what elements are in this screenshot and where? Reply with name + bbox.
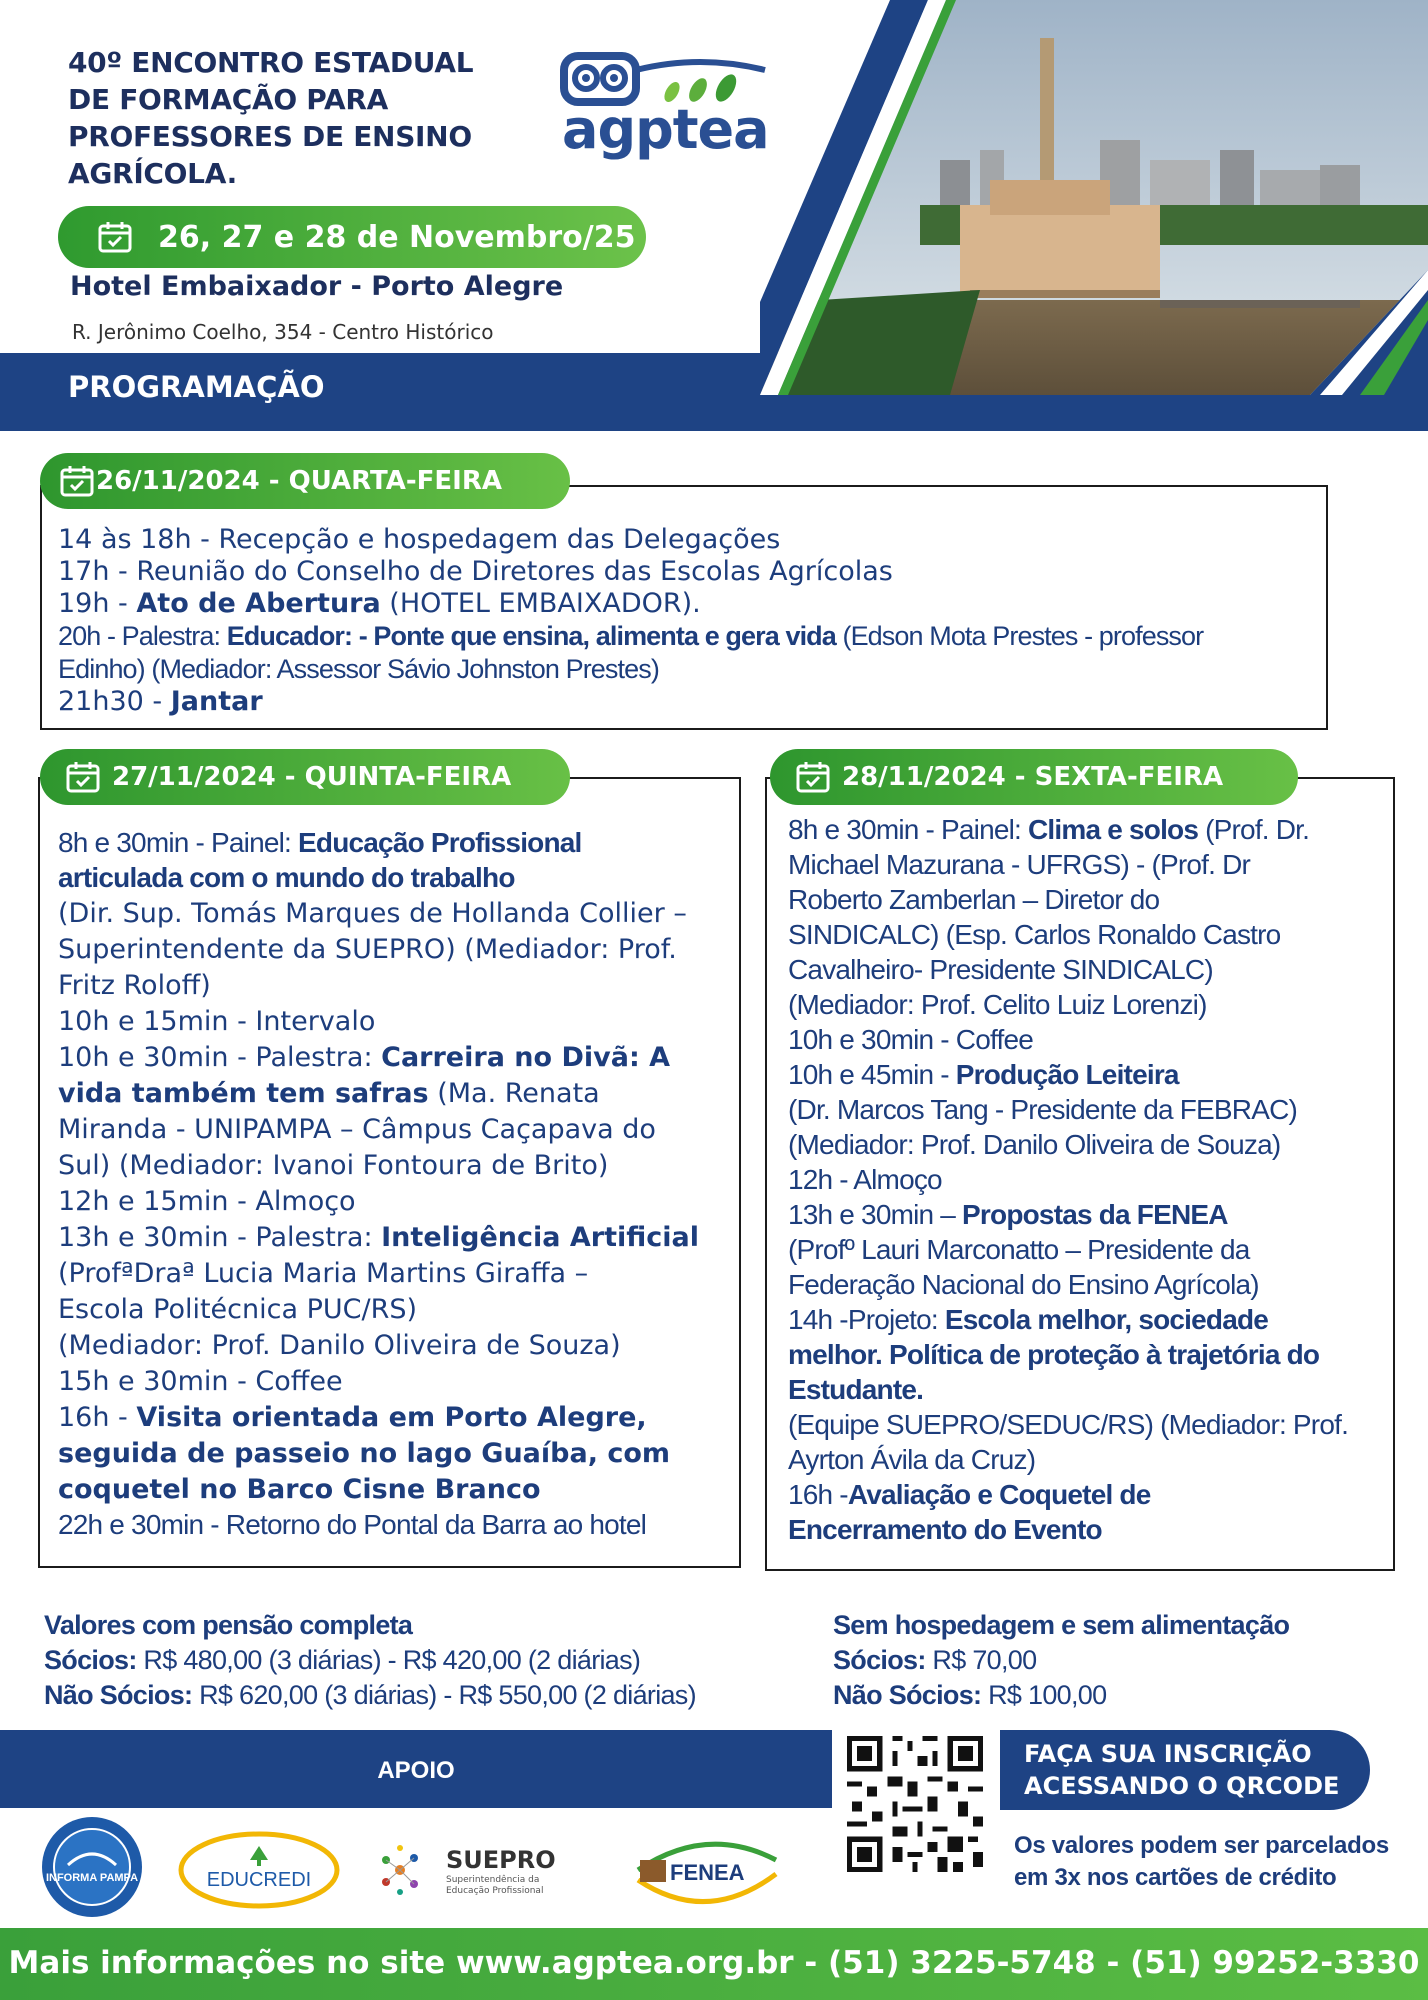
educredi-text: EDUCREDI xyxy=(206,1869,312,1891)
schedule-line: seguida de passeio no lago Guaíba, com xyxy=(58,1438,671,1469)
schedule-line: melhor. Política de proteção à trajetória do xyxy=(788,1339,1320,1370)
schedule-line: 10h e 45min - Produção Leiteira xyxy=(788,1059,1179,1090)
schedule-line: Ayrton Ávila da Cruz) xyxy=(788,1444,1036,1475)
schedule-line: 8h e 30min - Painel: Clima e solos (Prof. Dr. xyxy=(788,814,1310,845)
educredi-logo xyxy=(178,1830,340,1910)
schedule-line: 17h - Reunião do Conselho de Diretores das Escolas Agrícolas xyxy=(58,556,893,587)
day3-label: 28/11/2024 - SEXTA-FEIRA xyxy=(842,762,1224,792)
calendar-icon xyxy=(60,465,94,497)
day1-tab xyxy=(40,453,570,509)
prices-no-lodging xyxy=(833,1608,1289,1713)
prices-full-board xyxy=(44,1608,696,1713)
qr-code[interactable] xyxy=(842,1730,988,1878)
day3-tab xyxy=(770,749,1298,805)
schedule-line: Cavalheiro- Presidente SINDICALC) xyxy=(788,954,1213,985)
prices-full-title: Valores com pensão completa xyxy=(44,1610,413,1640)
day1-schedule xyxy=(58,524,1203,718)
day2-tab xyxy=(40,749,570,805)
schedule-line: Michael Mazurana - UFRGS) - (Prof. Dr xyxy=(788,849,1251,880)
day2-label: 27/11/2024 - QUINTA-FEIRA xyxy=(112,762,512,792)
event-venue: Hotel Embaixador - Porto Alegre xyxy=(70,271,564,302)
day2-schedule xyxy=(58,825,699,1542)
event-address: R. Jerônimo Coelho, 354 - Centro Histórico xyxy=(72,320,494,344)
schedule-line: 12h - Almoço xyxy=(788,1164,942,1195)
schedule-line: 10h e 30min - Palestra: Carreira no Divã: A xyxy=(58,1042,671,1073)
calendar-icon xyxy=(98,221,132,253)
event-dates: 26, 27 e 28 de Novembro/25 xyxy=(158,219,636,255)
schedule-line: Sul) (Mediador: Ivanoi Fontoura de Brito) xyxy=(58,1150,609,1181)
schedule-line: 16h - Visita orientada em Porto Alegre, xyxy=(58,1402,647,1433)
schedule-line: (Dr. Marcos Tang - Presidente da FEBRAC) xyxy=(788,1094,1298,1125)
calendar-icon xyxy=(796,761,830,793)
schedule-line: coquetel no Barco Cisne Branco xyxy=(58,1474,541,1505)
schedule-line: 13h e 30min – Propostas da FENEA xyxy=(788,1199,1228,1230)
schedule-line: Edinho) (Mediador: Assessor Sávio Johnston Prestes) xyxy=(58,654,659,684)
fenea-text: FENEA xyxy=(670,1860,745,1885)
schedule-line: Miranda - UNIPAMPA – Câmpus Caçapava do xyxy=(58,1114,656,1145)
footer-contact: Mais informações no site www.agptea.org.br - (51) 3225-5748 - (51) 99252-3330 xyxy=(8,1945,1420,1981)
prices-full-members: Sócios: R$ 480,00 (3 diárias) - R$ 420,00 (2 diárias) xyxy=(44,1645,641,1675)
schedule-line: Encerramento do Evento xyxy=(788,1514,1102,1545)
day1-label: 26/11/2024 - QUARTA-FEIRA xyxy=(96,466,502,496)
schedule-line: Escola Politécnica PUC/RS) xyxy=(58,1294,418,1325)
schedule-line: 15h e 30min - Coffee xyxy=(58,1366,343,1397)
schedule-line: 21h30 - Jantar xyxy=(58,686,263,717)
suepro-sub1: Superintendência da xyxy=(446,1875,540,1885)
schedule-line: articulada com o mundo do trabalho xyxy=(58,862,515,893)
schedule-line: (Mediador: Prof. Danilo Oliveira de Souza) xyxy=(788,1129,1281,1160)
schedule-line: Fritz Roloff) xyxy=(58,970,211,1001)
schedule-line: 12h e 15min - Almoço xyxy=(58,1186,356,1217)
informa-pampa-text: INFORMA PAMPA xyxy=(45,1872,139,1884)
event-title: 40º ENCONTRO ESTADUAL DE FORMAÇÃO PARA PROFESSORES DE ENSINO AGRÍCOLA. xyxy=(68,46,474,190)
schedule-line: Federação Nacional do Ensino Agrícola) xyxy=(788,1269,1259,1300)
program-label: PROGRAMAÇÃO xyxy=(68,370,325,404)
suepro-text: SUEPRO xyxy=(446,1846,556,1874)
schedule-line: 16h -Avaliação e Coquetel de xyxy=(788,1479,1151,1510)
schedule-line: (Equipe SUEPRO/SEDUC/RS) (Mediador: Prof. xyxy=(788,1409,1349,1440)
prices-nolodging-title: Sem hospedagem e sem alimentação xyxy=(833,1610,1290,1640)
event-dates-pill xyxy=(58,206,646,268)
prices-nolodging-nonmembers: Não Sócios: R$ 100,00 xyxy=(833,1680,1107,1710)
schedule-line: (Mediador: Prof. Celito Luiz Lorenzi) xyxy=(788,989,1207,1020)
schedule-line: 20h - Palestra: Educador: - Ponte que ensina, alimenta e gera vida (Edson Mota Prestes - professor xyxy=(58,621,1204,651)
fenea-logo xyxy=(632,1830,782,1908)
signup-text: FAÇA SUA INSCRIÇÃO ACESSANDO O QRCODE xyxy=(1024,1740,1340,1800)
apoio-label: APOIO xyxy=(377,1757,455,1784)
schedule-line: 10h e 15min - Intervalo xyxy=(58,1006,376,1037)
schedule-line: 14 às 18h - Recepção e hospedagem das Delegações xyxy=(58,524,781,555)
schedule-line: vida também tem safras (Ma. Renata xyxy=(58,1078,600,1109)
schedule-line: Roberto Zamberlan – Diretor do xyxy=(788,884,1160,915)
schedule-line: 19h - Ato de Abertura (HOTEL EMBAIXADOR). xyxy=(58,588,701,619)
schedule-line: (ProfªDraª Lucia Maria Martins Giraffa – xyxy=(58,1258,589,1289)
schedule-line: 22h e 30min - Retorno do Pontal da Barra ao hotel xyxy=(58,1509,647,1540)
schedule-line: 10h e 30min - Coffee xyxy=(788,1024,1033,1055)
schedule-line: 14h -Projeto: Escola melhor, sociedade xyxy=(788,1304,1269,1335)
calendar-icon xyxy=(66,761,100,793)
suepro-sub2: Educação Profissional xyxy=(446,1886,544,1896)
prices-nolodging-members: Sócios: R$ 70,00 xyxy=(833,1645,1037,1675)
informa-pampa-logo xyxy=(40,1815,144,1919)
prices-full-nonmembers: Não Sócios: R$ 620,00 (3 diárias) - R$ 550,00 (2 diárias) xyxy=(44,1680,696,1710)
schedule-line: 13h e 30min - Palestra: Inteligência Artificial xyxy=(58,1222,699,1253)
schedule-line: (Profº Lauri Marconatto – Presidente da xyxy=(788,1234,1250,1265)
schedule-line: 8h e 30min - Painel: Educação Profissional xyxy=(58,827,582,858)
schedule-line: (Dir. Sup. Tomás Marques de Hollanda Collier – xyxy=(58,898,687,929)
schedule-line: Estudante. xyxy=(788,1374,924,1405)
installments-note: Os valores podem ser parcelados em 3x nos cartões de crédito xyxy=(1014,1832,1389,1891)
schedule-line: SINDICALC) (Esp. Carlos Ronaldo Castro xyxy=(788,919,1281,950)
day3-schedule xyxy=(788,812,1348,1547)
agptea-logo-text: agptea xyxy=(562,98,769,161)
schedule-line: (Mediador: Prof. Danilo Oliveira de Souza) xyxy=(58,1330,621,1361)
porto-alegre-photo xyxy=(760,0,1428,395)
schedule-line: Superintendente da SUEPRO) (Mediador: Prof. xyxy=(58,934,677,965)
suepro-logo xyxy=(372,1838,578,1902)
